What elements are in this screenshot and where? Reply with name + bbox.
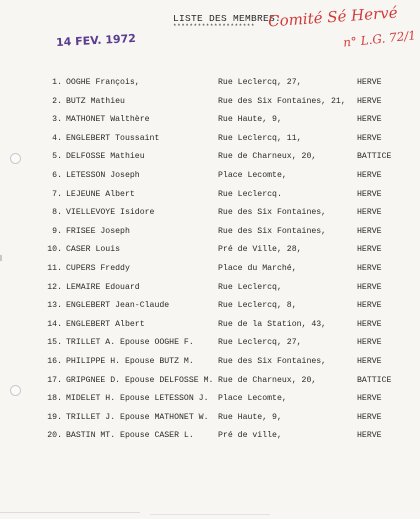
member-number: 2. — [52, 96, 62, 106]
bottom-edge-line — [150, 514, 270, 515]
member-address: Rue Leclercq, 8, — [218, 301, 297, 311]
member-city: HERVE — [357, 189, 382, 199]
list-item — [0, 97, 420, 113]
member-city: BATTICE — [357, 152, 392, 162]
member-name: LEJEUNE Albert — [66, 189, 135, 199]
member-name: BUTZ Mathieu — [66, 96, 125, 106]
member-city: HERVE — [357, 431, 382, 441]
list-item — [0, 301, 420, 317]
member-address: Rue Leclercq. — [218, 189, 282, 199]
member-city: HERVE — [357, 133, 382, 143]
member-name: LETESSON Joseph — [66, 171, 140, 180]
member-address: Rue Leclercq, 27, — [218, 338, 302, 348]
member-number: 3. — [52, 115, 62, 125]
member-address: Rue Haute, 9, — [218, 412, 282, 422]
list-item — [0, 245, 420, 261]
date-stamp: 14 FEV. 1972 — [55, 31, 137, 50]
list-item — [0, 190, 420, 206]
member-address: Place Lecomte, — [218, 171, 287, 180]
member-name: ENGLEBERT Albert — [66, 319, 145, 329]
title-underline-stars: ******************** — [173, 23, 256, 30]
member-address: Rue Haute, 9, — [218, 115, 282, 125]
member-number: 16. — [47, 357, 62, 366]
member-city: HERVE — [357, 357, 382, 366]
member-address: Rue Leclercq, 11, — [218, 133, 302, 143]
member-name: BASTIN MT. Epouse CASER L. — [66, 431, 194, 441]
member-name: CASER Louis — [66, 245, 121, 255]
member-city: BATTICE — [357, 375, 392, 385]
list-item — [0, 152, 420, 168]
list-item — [0, 171, 420, 187]
list-item — [0, 283, 420, 299]
member-city: HERVE — [357, 301, 382, 311]
member-number: 19. — [47, 412, 62, 422]
member-address: Rue Leclercq, 27, — [218, 78, 302, 87]
member-number: 15. — [47, 338, 62, 348]
member-city: HERVE — [357, 319, 382, 329]
member-city: HERVE — [357, 245, 382, 255]
member-name: ENGLEBERT Jean-Claude — [66, 301, 170, 311]
member-city: HERVE — [357, 96, 382, 106]
member-number: 13. — [47, 301, 62, 311]
member-address: Place du Marché, — [218, 264, 297, 273]
member-address: Rue de Charneux, 20, — [218, 375, 317, 385]
member-name: OOGHE François, — [66, 78, 140, 87]
list-item — [0, 115, 420, 131]
list-item — [0, 357, 420, 373]
list-item — [0, 208, 420, 224]
member-city: HERVE — [357, 115, 382, 125]
member-number: 10. — [47, 245, 62, 255]
member-name: MIDELET H. Epouse LETESSON J. — [66, 394, 209, 404]
member-name: GRIPGNEE D. Epouse DELFOSSE M. — [66, 375, 214, 385]
member-address: Rue de Charneux, 20, — [218, 152, 317, 162]
list-item — [0, 376, 420, 392]
member-city: HERVE — [357, 412, 382, 422]
list-item — [0, 227, 420, 243]
member-number: 9. — [52, 226, 62, 236]
member-number: 1. — [52, 78, 62, 87]
member-address: Rue des Six Fontaines, — [218, 357, 327, 366]
bottom-edge-line — [0, 512, 140, 513]
member-address: Pré de ville, — [218, 431, 282, 441]
member-name: FRISEE Joseph — [66, 226, 130, 236]
member-number: 8. — [52, 208, 62, 218]
handwritten-note: Comité Sé Hervé — [267, 3, 399, 31]
member-number: 4. — [52, 133, 62, 143]
member-name: ENGLEBERT Toussaint — [66, 133, 160, 143]
list-item — [0, 394, 420, 410]
member-name: DELFOSSE Mathieu — [66, 152, 145, 162]
member-city: HERVE — [357, 171, 382, 180]
member-number: 12. — [47, 282, 62, 292]
member-name: TRILLET J. Epouse MATHONET W. — [66, 412, 209, 422]
member-address: Pré de Ville, 28, — [218, 245, 302, 255]
member-address: Rue des Six Fontaines, — [218, 208, 327, 218]
member-city: HERVE — [357, 394, 382, 404]
member-address: Place Lecomte, — [218, 394, 287, 404]
member-city: HERVE — [357, 338, 382, 348]
member-city: HERVE — [357, 282, 382, 292]
handwritten-reference: n° L.G. 72/1 — [342, 28, 417, 50]
member-address: Rue des Six Fontaines, — [218, 226, 327, 236]
member-number: 5. — [52, 152, 62, 162]
member-city: HERVE — [357, 208, 382, 218]
member-name: VIELLEVOYE Isidore — [66, 208, 155, 218]
list-item — [0, 413, 420, 429]
list-item — [0, 431, 420, 447]
member-city: HERVE — [357, 226, 382, 236]
list-item — [0, 320, 420, 336]
member-name: PHILIPPE H. Epouse BUTZ M. — [66, 357, 194, 366]
member-name: CUPERS Freddy — [66, 264, 130, 273]
member-number: 14. — [47, 319, 62, 329]
list-item — [0, 264, 420, 280]
member-address: Rue des Six Fontaines, 21, — [218, 96, 346, 106]
document-title: LISTE DES MEMBRES. — [173, 13, 282, 24]
member-number: 17. — [47, 375, 62, 385]
member-address: Rue de la Station, 43, — [218, 319, 327, 329]
member-number: 11. — [47, 264, 62, 273]
member-city: HERVE — [357, 78, 382, 87]
member-address: Rue Leclercq, — [218, 282, 282, 292]
member-number: 6. — [52, 171, 62, 180]
list-item — [0, 338, 420, 354]
list-item — [0, 78, 420, 94]
member-city: HERVE — [357, 264, 382, 273]
member-name: MATHONET Walthère — [66, 115, 150, 125]
member-number: 20. — [47, 431, 62, 441]
member-name: TRILLET A. Epouse OOGHE F. — [66, 338, 194, 348]
member-number: 7. — [52, 189, 62, 199]
member-name: LEMAIRE Edouard — [66, 282, 140, 292]
list-item — [0, 134, 420, 150]
member-number: 18. — [47, 394, 62, 404]
